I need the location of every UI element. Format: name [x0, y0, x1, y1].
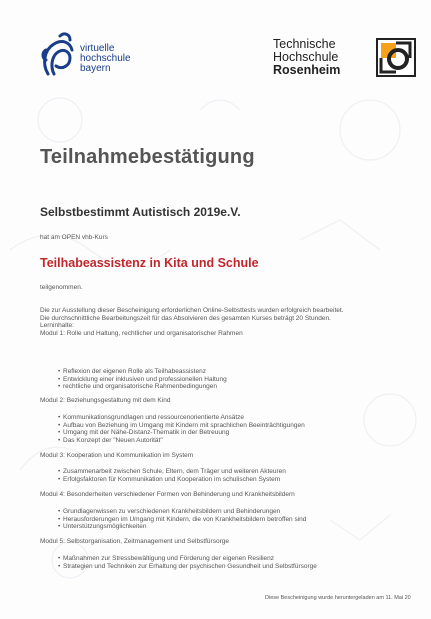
list-item: • rechtliche und organisatorische Rahmenbedingungen	[63, 383, 227, 391]
vhb-logo-line: bayern	[80, 63, 111, 74]
th-logo-line: Technische	[273, 37, 336, 51]
th-logo-line: Hochschule	[273, 50, 339, 64]
intro-line: Die zur Ausstellung dieser Bescheinigung erforderlichen Online-Selbsttests wurden erfolgreich bearbeitet.	[40, 307, 344, 314]
intro-line: Modul 1: Rolle und Haltung, rechtlicher und organisatorischer Rahmen	[40, 329, 243, 337]
vhb-logo-text	[80, 44, 131, 74]
th-rosenheim-logo	[273, 38, 340, 77]
list-item: • Entwicklung einer inklusiven und professionellen Haltung	[63, 376, 227, 384]
list-item: • Unterstützungsmöglichkeiten	[63, 523, 306, 531]
intro-paragraph	[40, 307, 420, 337]
intro-line: Lerninhalte:	[40, 322, 74, 330]
module-heading: Modul 2: Beziehungsgestaltung mit dem Kind	[40, 397, 171, 404]
module-5-list	[63, 555, 317, 570]
list-item: • Das Konzept der "Neuen Autorität"	[63, 437, 305, 445]
list-item: • Zusammenarbeit zwischen Schule, Eltern, dem Träger und weiteren Akteuren	[63, 468, 286, 476]
th-logo-line: Rosenheim	[273, 63, 341, 77]
module-3-list	[63, 468, 286, 483]
completion-text: teilgenommen.	[40, 284, 83, 291]
list-item: • Herausforderungen im Umgang mit Kindern, die von Krankheitsbildern betroffen sind	[63, 516, 306, 524]
page-title: Teilnahmebestätigung	[40, 146, 255, 168]
participation-text: hat am OPEN vhb-Kurs	[40, 234, 108, 241]
vhb-logo-line: hochschule	[80, 53, 131, 64]
intro-line: Die durchschnittliche Bearbeitungszeit für das Absolvieren des gesamten Kurses beträgt 20 Stunden.	[40, 314, 331, 322]
list-item: • Maßnahmen zur Stressbewältigung und Förderung der eigenen Resilienz	[63, 555, 317, 563]
vhb-logo-line: virtuelle	[80, 43, 115, 54]
list-item: • Reflexion der eigenen Rolle als Teilhabeassistenz	[63, 368, 227, 376]
module-heading: Modul 5: Selbstorganisation, Zeitmanagement und Selbstfürsorge	[40, 538, 229, 545]
vhb-logo-icon	[40, 30, 78, 80]
course-title: Teilhabeassistenz in Kita und Schule	[40, 256, 259, 270]
module-1-list	[63, 368, 227, 391]
module-4-list	[63, 508, 306, 531]
module-heading: Modul 3: Kooperation und Kommunikation im System	[40, 452, 194, 459]
th-rosenheim-mark-icon	[376, 38, 416, 77]
download-footer: Diese Bescheinigung wurde heruntergeladen am 11. Mai 20	[265, 595, 411, 601]
list-item: • Umgang mit der Nähe-Distanz-Thematik in der Betreuung	[63, 429, 305, 437]
list-item: • Erfolgsfaktoren für Kommunikation und Kooperation im schulischen System	[63, 476, 286, 484]
participant-name: Selbstbestimmt Autistisch 2019e.V.	[40, 205, 241, 219]
module-2-list	[63, 414, 305, 444]
list-item: • Grundlagenwissen zu verschiedenen Krankheitsbildern und Behinderungen	[63, 508, 306, 516]
list-item: • Aufbau von Beziehung im Umgang mit Kindern mit sprachlichen Beeinträchtigungen	[63, 422, 305, 430]
list-item: • Strategien und Techniken zur Erhaltung der psychischen Gesundheit und Selbstfürsorge	[63, 563, 317, 571]
list-item: • Kommunikationsgrundlagen und ressourcenorientierte Ansätze	[63, 414, 305, 422]
module-heading: Modul 4: Besonderheiten verschiedener Formen von Behinderung und Krankheitsbildern	[40, 491, 295, 498]
